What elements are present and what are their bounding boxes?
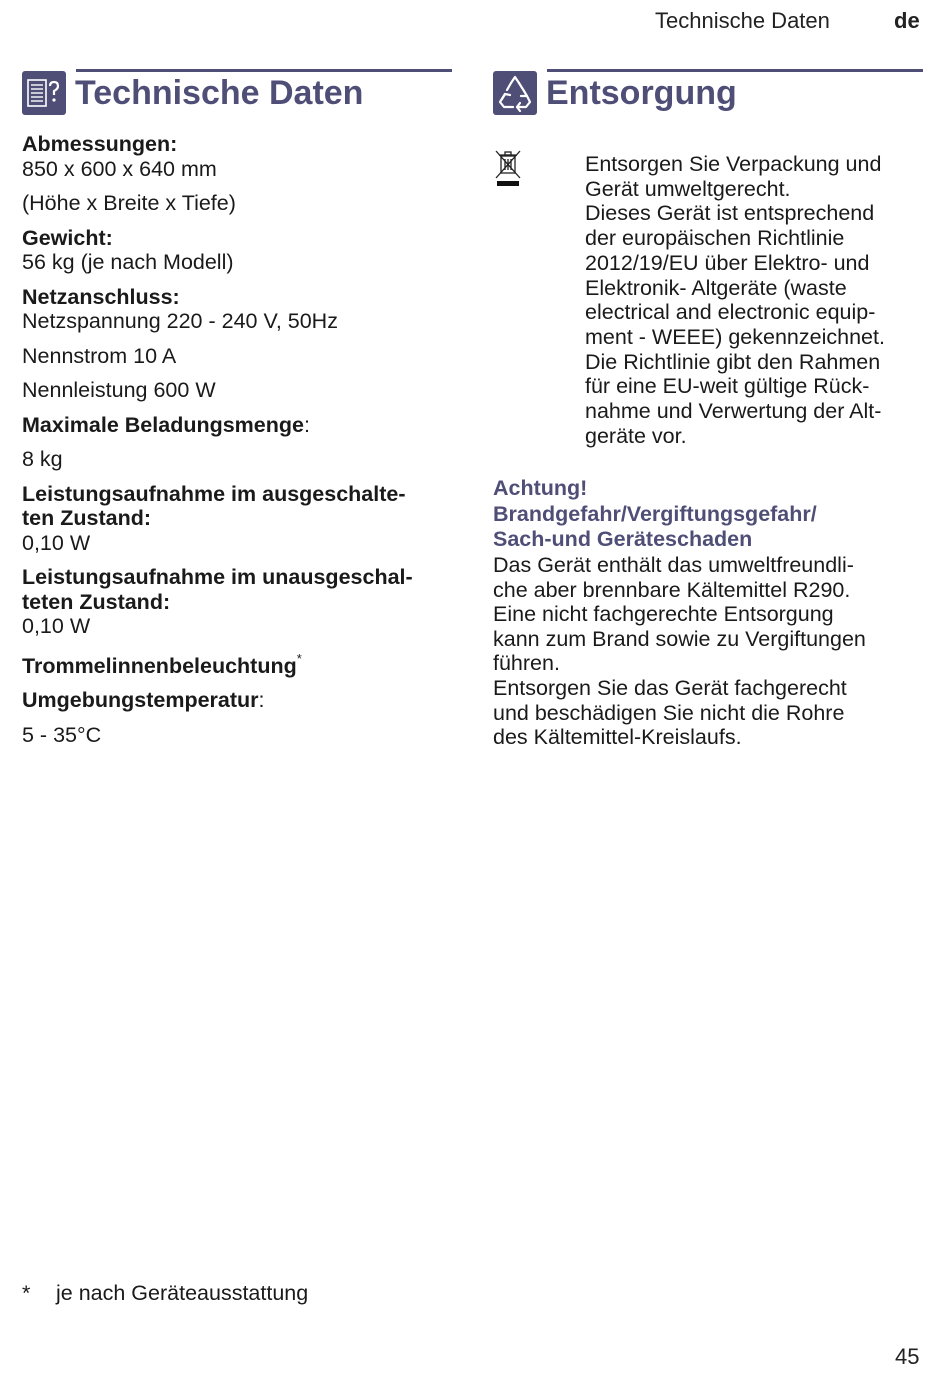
spec-item: [22, 649, 452, 679]
spec-label: Umgebungstemperatur: [22, 688, 259, 713]
spec-item: [22, 688, 452, 747]
heading-rule: [76, 69, 452, 72]
spec-value: 8 kg: [22, 447, 63, 471]
spec-label: Abmessungen:: [22, 132, 178, 156]
footnote-reference: *: [296, 650, 302, 666]
spec-label-suffix: :: [258, 688, 265, 713]
spec-value: Netzspannung 220 - 240 V, 50Hz: [22, 309, 338, 333]
section-title: Technische Daten: [75, 74, 364, 112]
technical-data-column: [22, 68, 452, 747]
spec-label: Netzanschluss:: [22, 284, 180, 309]
spec-label: Leistungsaufnahme im unausgeschal- teten Zustand:: [22, 565, 413, 614]
language-code: de: [894, 8, 920, 33]
spec-label: Trommelinnenbeleuchtung: [22, 653, 297, 678]
section-title: Entsorgung: [546, 74, 737, 112]
spec-value: Nennleistung 600 W: [22, 378, 216, 402]
spec-value: (Höhe x Breite x Tiefe): [22, 191, 236, 215]
footnote: [22, 1281, 308, 1306]
spec-value: 850 x 600 x 640 mm: [22, 156, 217, 181]
spec-value: 0,10 W: [22, 614, 91, 638]
spec-item: [22, 226, 452, 275]
page-number: 45: [895, 1344, 920, 1369]
crossed-bin-icon: [493, 148, 523, 188]
disposal-notice: [493, 152, 923, 448]
spec-item: [22, 482, 452, 556]
footnote-text: je nach Geräteausstattung: [56, 1281, 309, 1305]
spec-label: Leistungsaufnahme im ausgeschalte- ten Zustand:: [22, 481, 406, 530]
spec-value: 0,10 W: [22, 530, 91, 555]
warning-title: Achtung! Brandgefahr/Vergiftungsgefahr/ Sach-und Geräteschaden: [493, 476, 817, 552]
spec-value: 5 - 35°C: [22, 722, 102, 747]
spec-list: [22, 132, 452, 747]
disposal-column: [493, 68, 923, 750]
spec-value: 56 kg (je nach Modell): [22, 250, 234, 274]
running-header-section: Technische Daten: [655, 8, 830, 33]
technical-data-heading: [22, 68, 452, 118]
heading-rule: [547, 69, 923, 72]
spec-label: Gewicht:: [22, 225, 113, 250]
spec-label-suffix: :: [303, 412, 310, 437]
disposal-heading: [493, 68, 923, 118]
spec-value: Nennstrom 10 A: [22, 343, 177, 368]
spec-item: [22, 132, 452, 216]
spec-item: [22, 413, 452, 472]
footnote-marker: *: [22, 1281, 31, 1305]
recycle-icon: [493, 71, 537, 115]
spec-item: [22, 285, 452, 403]
disposal-text: Entsorgen Sie Verpackung und Gerät umweltgerecht. Dieses Gerät ist entsprechend der europäischen Richtlinie 2012/19/EU über Elektro- und Elektronik- Altgeräte (waste electrical and electronic equip- ment - WEEE) gekennzeichnet. Die Richtlinie gibt den Rahmen für eine EU-weit gültige Rück- nahme und Verwertung der Alt- geräte vor.: [585, 152, 885, 448]
warning-text: Das Gerät enthält das umweltfreundli- che aber brennbare Kältemittel R290. Eine nicht fachgerechte Entsorgung kann zum Brand sowie zu Vergiftungen führen. Entsorgen Sie das Gerät fachgerecht und beschädigen Sie nicht die Rohre des Kältemittel-Kreislaufs.: [493, 552, 866, 750]
spec-label: Maximale Beladungsmenge: [22, 412, 304, 437]
spec-item: [22, 565, 452, 639]
manual-question-icon: [22, 71, 66, 115]
